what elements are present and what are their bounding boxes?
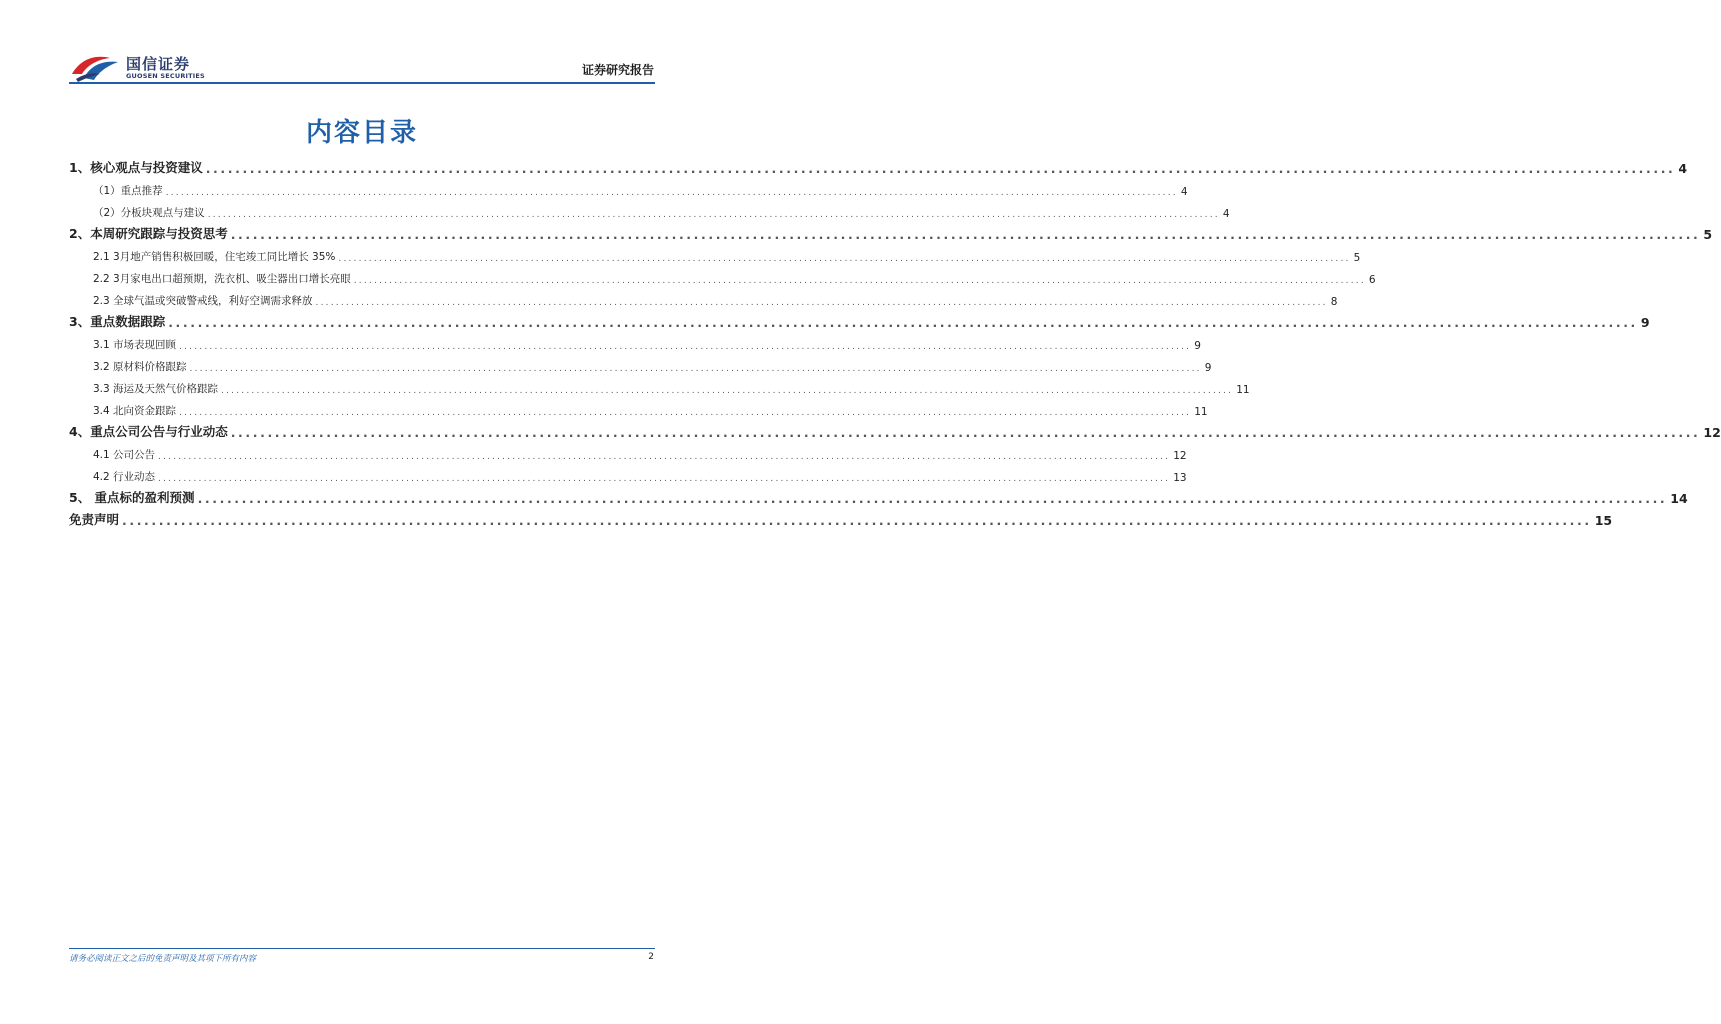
toc-entry-page-number: 5 [1703, 227, 1713, 242]
page-header [0, 0, 724, 90]
page-number: 2 [648, 952, 654, 962]
toc-leader-dots: ........................................................................................................................................................................................................ [197, 491, 1668, 506]
toc-entry-section[interactable] [69, 330, 1201, 352]
toc-entry-page-number: 5 [1353, 252, 1361, 264]
toc-entry-section[interactable] [69, 264, 1376, 286]
toc-entry-chapter[interactable] [69, 308, 1650, 330]
table-of-contents [69, 154, 1721, 528]
toc-entry-section[interactable] [69, 440, 1187, 462]
toc-leader-dots: ........................................................................................................................................................................................................ [179, 342, 1192, 352]
toc-leader-dots: ........................................................................................................................................................................................................ [205, 161, 1676, 176]
toc-entry-chapter[interactable] [69, 418, 1721, 440]
toc-entry-chapter[interactable] [69, 506, 1613, 528]
toc-leader-dots: ........................................................................................................................................................................................................ [189, 364, 1202, 374]
footer-disclaimer-note: 请务必阅读正文之后的免责声明及其项下所有内容 [69, 954, 257, 964]
toc-entry-label: （2）分板块观点与建议 [93, 207, 205, 219]
toc-entry-chapter[interactable] [69, 484, 1688, 506]
toc-entry-label: 4.2 行业动态 [93, 471, 156, 483]
toc-entry-page-number: 4 [1180, 186, 1188, 198]
toc-entry-label: 4.1 公司公告 [93, 449, 156, 461]
toc-entry-section[interactable] [69, 176, 1188, 198]
toc-entry-page-number: 4 [1678, 161, 1688, 176]
toc-leader-dots: ........................................................................................................................................................................................................ [122, 513, 1592, 528]
toc-entry-page-number: 11 [1236, 384, 1250, 396]
toc-entry-page-number: 4 [1222, 208, 1230, 220]
toc-leader-dots: ........................................................................................................................................................................................................ [230, 425, 1701, 440]
toc-leader-dots: ........................................................................................................................................................................................................ [338, 254, 1351, 264]
toc-entry-label: 免责声明 [69, 512, 120, 527]
toc-entry-section[interactable] [69, 198, 1230, 220]
toc-entry-page-number: 6 [1368, 274, 1376, 286]
toc-entry-section[interactable] [69, 374, 1250, 396]
toc-leader-dots: ........................................................................................................................................................................................................ [168, 315, 1638, 330]
toc-entry-section[interactable] [69, 286, 1338, 308]
toc-entry-section[interactable] [69, 462, 1187, 484]
toc-entry-page-number: 12 [1703, 425, 1721, 440]
toc-entry-label: 3.4 北向资金跟踪 [93, 405, 177, 417]
toc-entry-page-number: 9 [1194, 340, 1201, 352]
logo-chinese-name: 国信证券 [126, 55, 191, 73]
toc-leader-dots: ........................................................................................................................................................................................................ [207, 210, 1220, 220]
toc-leader-dots: ........................................................................................................................................................................................................ [230, 227, 1701, 242]
toc-entry-label: 3.1 市场表现回顾 [93, 339, 177, 351]
toc-entry-page-number: 12 [1173, 450, 1187, 462]
toc-leader-dots: ........................................................................................................................................................................................................ [158, 452, 1171, 462]
toc-entry-label: 2、本周研究跟踪与投资思考 [69, 226, 228, 241]
logo-english-name: GUOSEN SECURITIES [126, 72, 205, 80]
toc-entry-label: （1）重点推荐 [93, 185, 163, 197]
toc-leader-dots: ........................................................................................................................................................................................................ [353, 276, 1366, 286]
toc-entry-page-number: 11 [1194, 406, 1208, 418]
toc-entry-section[interactable] [69, 242, 1361, 264]
toc-entry-label: 3.3 海运及天然气价格跟踪 [93, 383, 219, 395]
toc-entry-page-number: 8 [1330, 296, 1338, 308]
toc-leader-dots: ........................................................................................................................................................................................................ [165, 188, 1178, 198]
toc-entry-label: 2.2 3月家电出口超预期，洗衣机、吸尘器出口增长亮眼 [93, 273, 351, 285]
toc-entry-page-number: 9 [1204, 362, 1212, 374]
report-type-label: 证券研究报告 [581, 63, 654, 77]
guosen-logo [70, 52, 210, 84]
toc-entry-label: 3.2 原材料价格跟踪 [93, 361, 187, 373]
toc-entry-chapter[interactable] [69, 154, 1688, 176]
toc-entry-label: 3、重点数据跟踪 [69, 314, 166, 329]
toc-leader-dots: ........................................................................................................................................................................................................ [158, 474, 1171, 484]
toc-leader-dots: ........................................................................................................................................................................................................ [315, 298, 1328, 308]
toc-entry-chapter[interactable] [69, 220, 1713, 242]
toc-entry-label: 2.3 全球气温或突破警戒线，利好空调需求释放 [93, 295, 313, 307]
footer-divider [69, 948, 655, 949]
toc-title: 内容目录 [305, 118, 418, 148]
toc-entry-page-number: 9 [1640, 315, 1650, 330]
toc-leader-dots: ........................................................................................................................................................................................................ [179, 408, 1192, 418]
toc-entry-label: 1、核心观点与投资建议 [69, 160, 203, 175]
toc-entry-label: 4、重点公司公告与行业动态 [69, 424, 228, 439]
toc-entry-label: 2.1 3月地产销售积极回暖，住宅竣工同比增长 35% [93, 251, 336, 263]
toc-entry-section[interactable] [69, 396, 1208, 418]
toc-entry-page-number: 15 [1594, 513, 1613, 528]
toc-entry-page-number: 13 [1173, 472, 1187, 484]
toc-leader-dots: ........................................................................................................................................................................................................ [221, 386, 1234, 396]
header-divider [69, 82, 655, 84]
guosen-logo-icon [70, 52, 122, 82]
toc-entry-page-number: 14 [1670, 491, 1688, 506]
toc-entry-section[interactable] [69, 352, 1212, 374]
toc-entry-label: 5、 重点标的盈利预测 [69, 490, 195, 505]
